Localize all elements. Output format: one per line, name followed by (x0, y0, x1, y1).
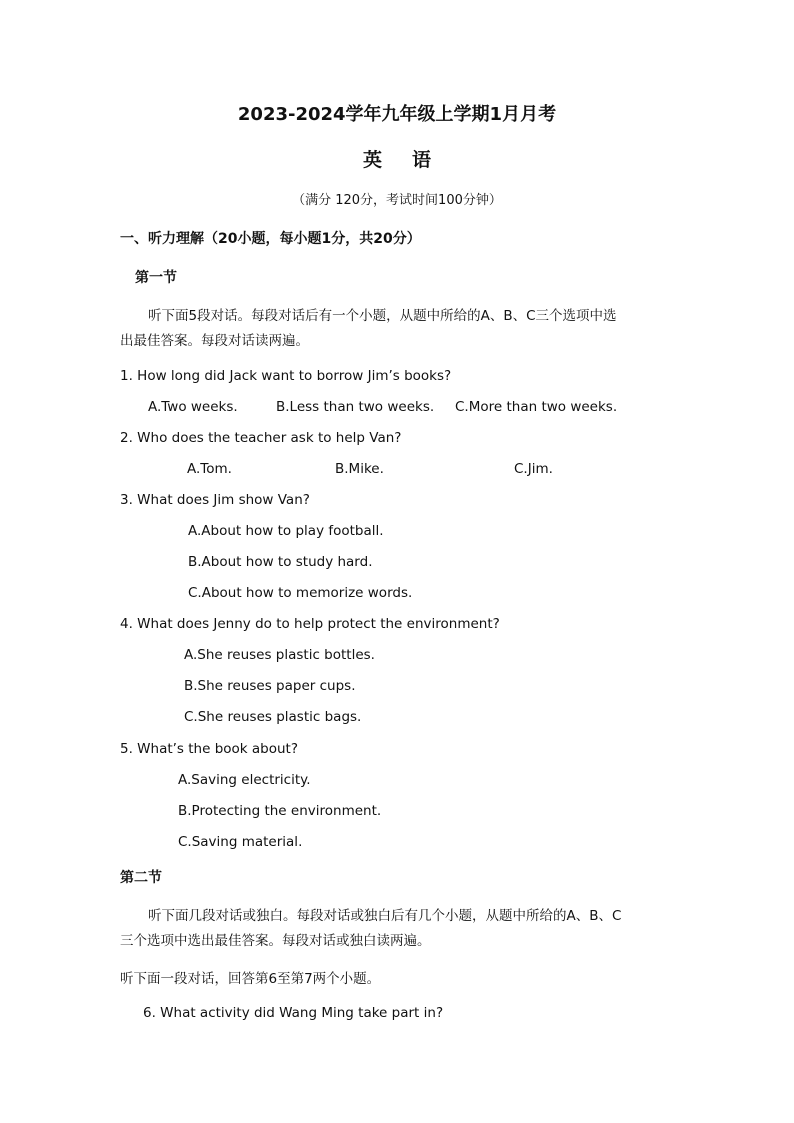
section1-heading: 第一节 (135, 270, 177, 286)
question-4-option-b: B.She reuses paper cups. (184, 678, 356, 694)
subject-title (0, 148, 794, 172)
question-6-stem: 6. What activity did Wang Ming take part in? (143, 1005, 444, 1021)
question-4-stem: 4. What does Jenny do to help protect the environment? (120, 616, 500, 632)
question-1-option-c: C.More than two weeks. (455, 399, 618, 415)
question-2-option-b: B.Mike. (335, 461, 384, 477)
subject-char-1: 英 (362, 149, 382, 171)
section2-instruction-line2: 三个选项中选出最佳答案。每段对话或独白读两遍。 (120, 933, 431, 949)
section1-instruction-line1: 听下面5段对话。每段对话后有一个小题，从题中所给的A、B、C三个选项中选 (148, 308, 617, 324)
section1-instruction-line2: 出最佳答案。每段对话读两遍。 (120, 333, 309, 349)
question-3-stem: 3. What does Jim show Van? (120, 492, 310, 508)
question-5-option-b: B.Protecting the environment. (178, 803, 382, 819)
question-3-option-a: A.About how to play football. (188, 523, 384, 539)
question-2-option-a: A.Tom. (187, 461, 232, 477)
exam-title: 2023-2024学年九年级上学期1月月考 (237, 104, 557, 125)
question-5-option-c: C.Saving material. (178, 834, 303, 850)
question-1-option-b: B.Less than two weeks. (276, 399, 435, 415)
group-instruction: 听下面一段对话，回答第6至第7两个小题。 (120, 971, 381, 987)
question-4-option-c: C.She reuses plastic bags. (184, 709, 362, 725)
question-2-option-c: C.Jim. (514, 461, 553, 477)
question-5-stem: 5. What’s the book about? (120, 741, 299, 757)
question-4-option-a: A.She reuses plastic bottles. (184, 647, 375, 663)
question-2-stem: 2. Who does the teacher ask to help Van? (120, 430, 402, 446)
question-5-option-a: A.Saving electricity. (178, 772, 311, 788)
question-1-option-a: A.Two weeks. (148, 399, 238, 415)
question-3-option-c: C.About how to memorize words. (188, 585, 413, 601)
subject-char-2: 语 (412, 149, 432, 171)
exam-note: （满分 120分，考试时间100分钟） (292, 193, 502, 208)
question-3-option-b: B.About how to study hard. (188, 554, 373, 570)
section2-instruction-line1: 听下面几段对话或独白。每段对话或独白后有几个小题，从题中所给的A、B、C (148, 908, 622, 924)
question-1-stem: 1. How long did Jack want to borrow Jim’s books? (120, 368, 452, 384)
part1-heading: 一、听力理解（20小题，每小题1分，共20分） (120, 231, 421, 247)
section2-heading: 第二节 (120, 870, 162, 886)
